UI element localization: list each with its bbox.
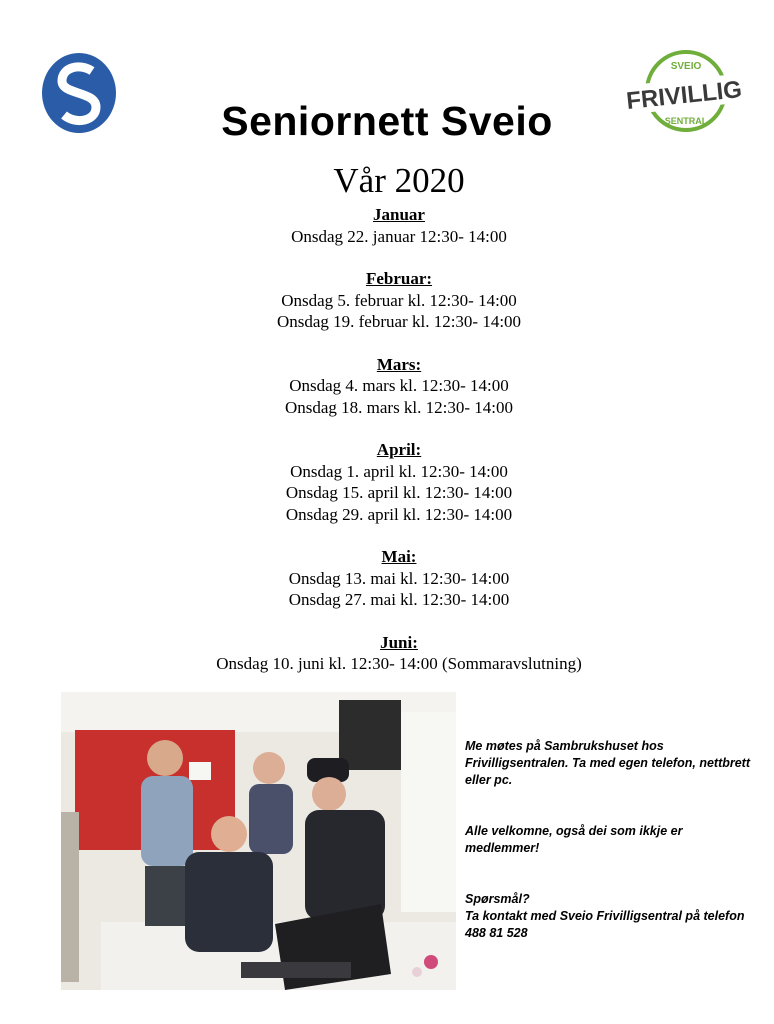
welcome-info: Alle velkomne, også dei som ikkje er medlemmer!: [465, 824, 683, 855]
session-line: Onsdag 19. februar kl. 12:30- 14:00: [276, 312, 522, 331]
session-line: Onsdag 10. juni kl. 12:30- 14:00 (Sommaravslutning): [216, 654, 582, 673]
schedule: [0, 204, 774, 696]
month-block-april: [0, 439, 774, 525]
month-heading: Mai:: [381, 547, 417, 566]
group-photo: [61, 692, 456, 990]
session-line: Onsdag 4. mars kl. 12:30- 14:00: [289, 376, 509, 395]
session-line: Onsdag 29. april kl. 12:30- 14:00: [285, 504, 513, 524]
session-line: Onsdag 22. januar 12:30- 14:00: [291, 226, 507, 246]
session-line: Onsdag 5. februar kl. 12:30- 14:00: [281, 290, 517, 310]
month-heading: Februar:: [365, 269, 433, 288]
logo-text-bottom: SENTRAL: [664, 116, 708, 126]
month-heading: April:: [376, 440, 422, 459]
month-block-juni: [0, 632, 774, 675]
session-line: Onsdag 15. april kl. 12:30- 14:00: [285, 483, 513, 502]
contact-info: Ta kontakt med Sveio Frivilligsentral på telefon 488 81 528: [465, 909, 745, 940]
question-heading: Spørsmål?: [465, 892, 530, 906]
session-line: Onsdag 1. april kl. 12:30- 14:00: [290, 461, 508, 481]
month-block-mars: [0, 354, 774, 419]
logo-text-main: FRIVILLIG: [625, 76, 744, 115]
page-subtitle: Vår 2020: [333, 161, 465, 200]
month-block-februar: [0, 268, 774, 333]
month-block-mai: [0, 546, 774, 611]
session-line: Onsdag 27. mai kl. 12:30- 14:00: [288, 590, 510, 609]
month-block-januar: [0, 204, 774, 247]
info-box: [465, 738, 760, 942]
session-line: Onsdag 18. mars kl. 12:30- 14:00: [284, 397, 514, 417]
page-title: Seniornett Sveio: [221, 98, 553, 144]
month-heading: Juni:: [380, 632, 418, 652]
session-line: Onsdag 13. mai kl. 12:30- 14:00: [288, 568, 510, 588]
logo-text-top: SVEIO: [670, 61, 702, 72]
month-heading: Mars:: [376, 354, 422, 374]
meeting-info: Me møtes på Sambrukshuset hos Frivilligsentralen. Ta med egen telefon, nettbrett eller pc.: [465, 739, 751, 787]
month-heading: Januar: [373, 205, 425, 224]
